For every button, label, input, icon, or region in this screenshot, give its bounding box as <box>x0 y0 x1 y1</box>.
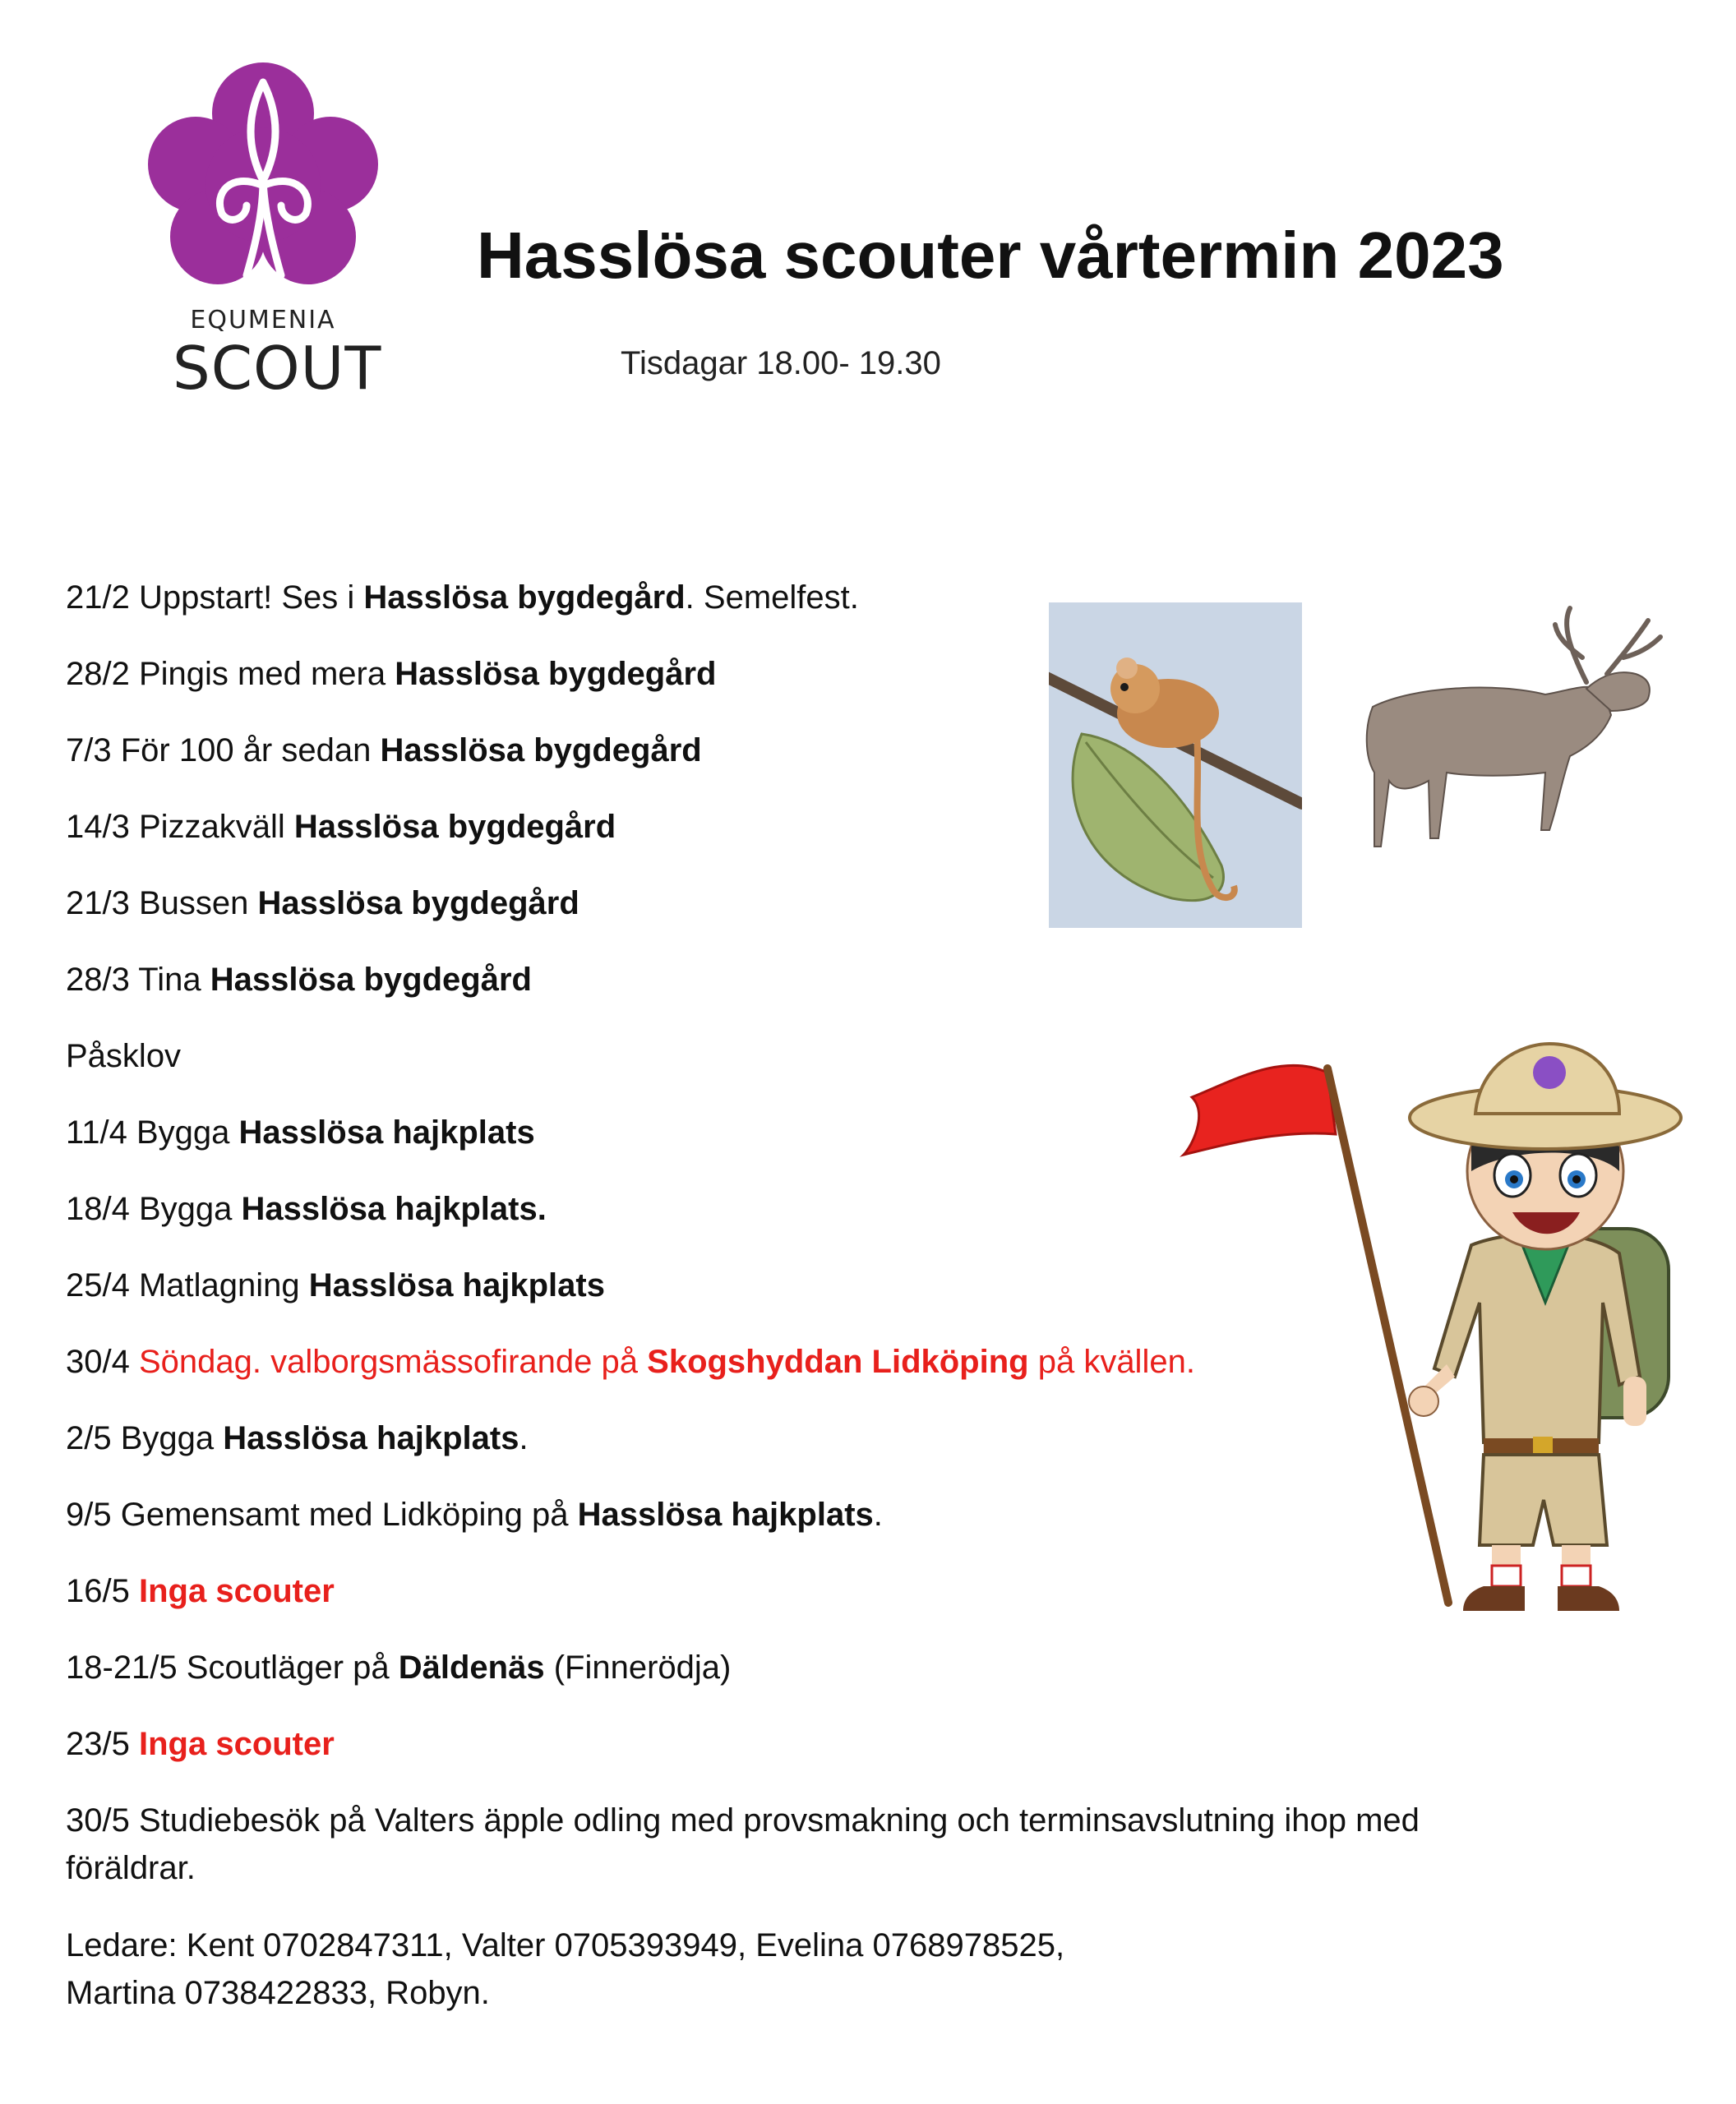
item-date: 30/5 <box>66 1802 130 1839</box>
item-text: Bygga <box>129 1191 242 1227</box>
item-text: Bussen <box>129 885 258 921</box>
item-text: Studiebesök på Valters äpple odling med provsmakning och terminsavslutning ihop med föräldrar. <box>66 1802 1420 1886</box>
item-date: 11/4 <box>66 1114 127 1151</box>
item-text <box>130 1573 139 1609</box>
leaders-line-1: Ledare: Kent 0702847311, Valter 0705393949, Evelina 0768978525, <box>66 1927 1065 1963</box>
item-date: 23/5 <box>66 1726 130 1762</box>
item-place: Hasslösa hajkplats <box>577 1497 874 1533</box>
item-date: 30/4 <box>66 1344 130 1380</box>
item-after: . Semelfest. <box>685 579 859 616</box>
item-text: Uppstart! Ses i <box>129 579 364 616</box>
item-date: 9/5 <box>66 1497 112 1533</box>
item-place: Inga scouter <box>138 1726 335 1762</box>
schedule-item-cancelled <box>66 1720 1480 1768</box>
item-date: 28/2 <box>66 656 130 692</box>
item-place: Hasslösa bygdegård <box>363 579 686 616</box>
item-after: . <box>519 1420 529 1456</box>
item-place: Hasslösa hajkplats <box>223 1420 519 1456</box>
item-place: Hasslösa bygdegård <box>293 809 616 845</box>
item-place: Hasslösa bygdegård <box>395 656 717 692</box>
schedule-item <box>66 1797 1463 1892</box>
item-date: 16/5 <box>66 1573 130 1609</box>
item-text: För 100 år sedan <box>111 732 381 768</box>
logo-brand-top: EQUMENIA <box>190 306 336 335</box>
item-place: Hasslösa hajkplats <box>238 1114 535 1151</box>
moose-icon <box>1323 592 1685 904</box>
item-date: 18-21/5 <box>66 1650 178 1686</box>
item-place: Hasslösa hajkplats. <box>241 1191 547 1227</box>
schedule-item <box>66 1644 1480 1691</box>
item-text: Påsklov <box>66 1038 182 1074</box>
item-text: Tina <box>129 962 210 998</box>
item-text: Bygga <box>111 1420 224 1456</box>
dormouse-on-branch-icon <box>1049 602 1302 928</box>
item-text: Söndag. valborgsmässofirande på <box>129 1344 648 1380</box>
item-place: Inga scouter <box>138 1573 335 1609</box>
item-place: Hasslösa bygdegård <box>380 732 702 768</box>
item-place: Hasslösa bygdegård <box>257 885 579 921</box>
item-date: 14/3 <box>66 809 130 845</box>
equmenia-scout-logo <box>132 49 395 411</box>
item-date: 28/3 <box>66 962 130 998</box>
item-text: Pingis med mera <box>129 656 395 692</box>
item-after: på kvällen. <box>1028 1344 1195 1380</box>
leaders-line-2: Martina 0738422833, Robyn. <box>66 1975 490 2011</box>
item-place: Däldenäs <box>398 1650 545 1686</box>
item-text: Pizzakväll <box>129 809 294 845</box>
item-date: 7/3 <box>66 732 112 768</box>
item-text: Gemensamt med Lidköping på <box>111 1497 578 1533</box>
item-date: 21/2 <box>66 579 130 616</box>
logo-brand-bottom: SCOUT <box>173 334 382 403</box>
meeting-time: Tisdagar 18.00- 19.30 <box>621 345 941 381</box>
item-after: . <box>873 1497 883 1533</box>
item-place: Skogshyddan Lidköping <box>647 1344 1029 1380</box>
item-text: Bygga <box>127 1114 239 1151</box>
item-text: Matlagning <box>129 1267 309 1303</box>
item-date: 21/3 <box>66 885 130 921</box>
scout-with-flag-icon <box>1159 1031 1685 1623</box>
item-text: Scoutläger på <box>177 1650 399 1686</box>
flower-icon <box>132 49 395 312</box>
leaders-contact <box>66 1922 1064 2017</box>
item-place: Hasslösa hajkplats <box>308 1267 605 1303</box>
item-date: 18/4 <box>66 1191 130 1227</box>
schedule-item <box>66 956 1480 1004</box>
item-text <box>130 1726 139 1762</box>
item-date: 25/4 <box>66 1267 130 1303</box>
item-date: 2/5 <box>66 1420 112 1456</box>
page-title: Hasslösa scouter vårtermin 2023 <box>477 219 1504 292</box>
item-after: (Finnerödja) <box>544 1650 732 1686</box>
item-place: Hasslösa bygdegård <box>210 962 532 998</box>
